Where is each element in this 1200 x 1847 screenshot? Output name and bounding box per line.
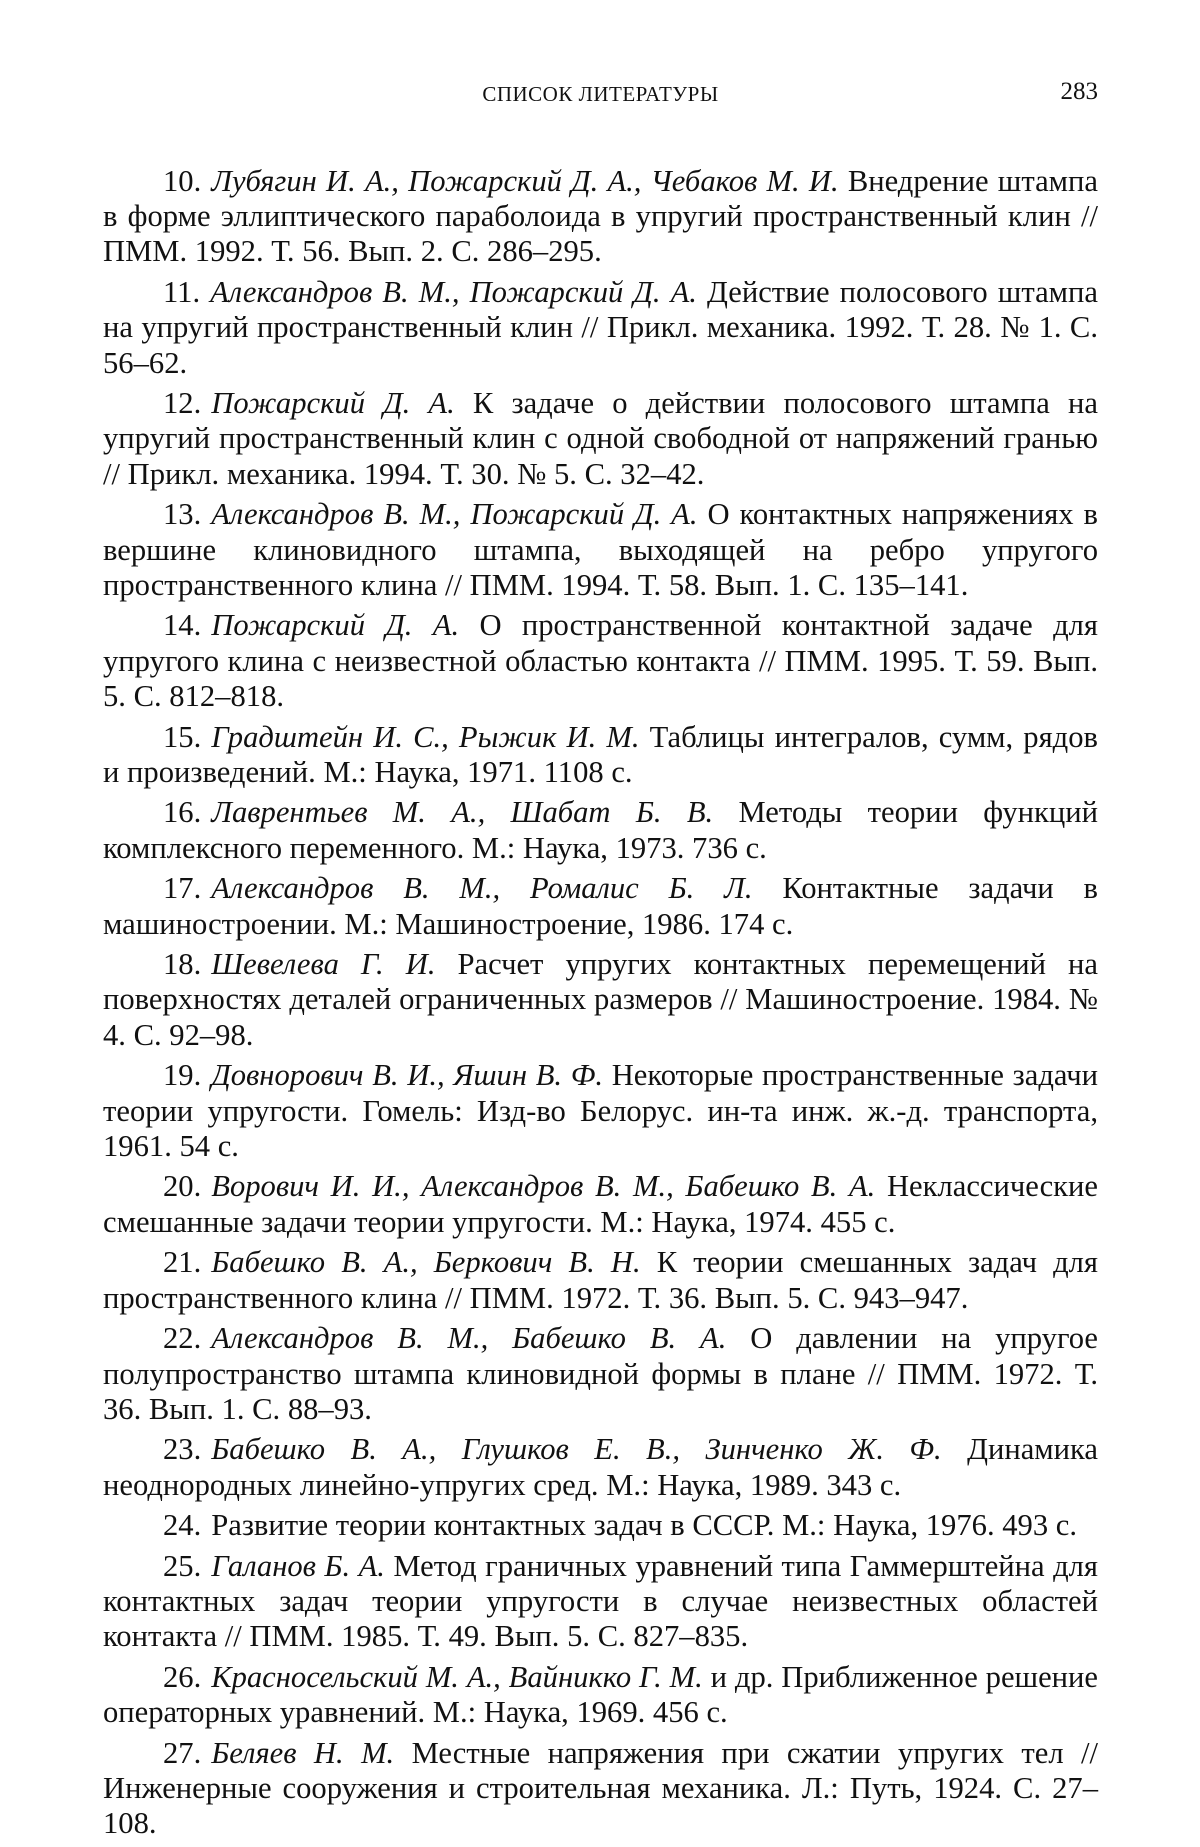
reference-number: 13. [163, 497, 202, 532]
reference-text: К теории смешанных задач для пространственного клина // ПММ. 1972. Т. 36. Вып. 5. С. 943–947. [103, 1245, 1098, 1315]
reference-number: 19. [163, 1058, 202, 1093]
reference-number: 10. [163, 164, 202, 198]
reference-number: 25. [163, 1549, 202, 1584]
reference-text: Динамика неоднородных линейно-упругих сред. М.: Наука, 1989. 343 с. [103, 1432, 1098, 1502]
reference-authors: Ворович И. И., Александров В. М., Бабешко В. А. [211, 1169, 876, 1204]
reference-number: 27. [163, 1736, 202, 1771]
reference-number: 14. [163, 608, 202, 643]
reference-number: 11. [163, 275, 201, 310]
reference-authors: Лаврентьев М. А., Шабат Б. В. [211, 795, 714, 830]
reference-authors: Беляев Н. М. [211, 1736, 395, 1771]
reference-authors: Лубягин И. А., Пожарский Д. А., Чебаков М. И. [211, 164, 839, 198]
reference-number: 26. [163, 1660, 202, 1695]
reference-number: 22. [163, 1321, 202, 1356]
reference-item [103, 497, 1098, 603]
reference-item [103, 720, 1098, 790]
reference-number: 17. [163, 871, 202, 906]
reference-text: Развитие теории контактных задач в СССР. М.: Наука, 1976. 493 с. [211, 1508, 1078, 1543]
reference-item [103, 1549, 1098, 1655]
reference-text: Действие полосового штампа на упругий пространственный клин // Прикл. механика. 1992. Т. 28. № 1. С. 56–62. [103, 275, 1098, 380]
reference-authors: Александров В. М., Пожарский Д. А. [210, 275, 697, 310]
reference-number: 21. [163, 1245, 202, 1280]
reference-item [103, 1736, 1098, 1842]
reference-text: Внедрение штампа в форме эллиптического параболоида в упругий пространственный клин // ПММ. 1992. Т. 56. Вып. 2. С. 286–295. [103, 164, 1098, 269]
reference-authors: Александров В. М., Бабешко В. А. [211, 1321, 727, 1356]
reference-item [103, 1321, 1098, 1427]
reference-text: Расчет упругих контактных перемещений на поверхностях деталей ограниченных размеров // Машиностроение. 1984. № 4. С. 92–98. [103, 947, 1098, 1052]
reference-number: 15. [163, 719, 202, 754]
reference-item [103, 947, 1098, 1053]
reference-authors: Пожарский Д. А. [211, 386, 455, 421]
reference-number: 16. [163, 795, 202, 830]
reference-text: К задаче о действии полосового штампа на упругий пространственный клин с одной свободной от напряжений гранью // Прикл. механика. 1994. Т. 30. № 5. С. 32–42. [103, 386, 1098, 491]
book-page [103, 78, 1098, 1847]
reference-item [103, 608, 1098, 714]
reference-authors: Александров В. М., Ромалис Б. Л. [211, 871, 753, 906]
reference-number: 18. [163, 947, 202, 982]
reference-item [103, 1058, 1098, 1164]
reference-number: 12. [163, 386, 202, 421]
reference-authors: Шевелева Г. И. [211, 947, 436, 982]
page-number: 283 [1060, 78, 1098, 105]
reference-item [103, 1169, 1098, 1239]
reference-authors: Бабешко В. А., Глушков Е. В., Зинченко Ж. Ф. [211, 1432, 942, 1467]
reference-number: 23. [163, 1432, 202, 1467]
reference-number: 24. [163, 1508, 202, 1543]
reference-item [103, 164, 1098, 270]
reference-text: О контактных напряжениях в вершине клиновидного штампа, выходящей на ребро упругого пространственного клина // ПММ. 1994. Т. 58. Вып. 1. С. 135–141. [103, 497, 1098, 602]
reference-text: Методы теории функций комплексного переменного. М.: Наука, 1973. 736 с. [103, 795, 1098, 865]
reference-authors: Градштейн И. С., Рыжик И. М. [211, 719, 640, 754]
reference-item [103, 1660, 1098, 1730]
reference-item [103, 795, 1098, 865]
reference-item [103, 1508, 1098, 1543]
reference-number: 20. [163, 1169, 202, 1204]
reference-text: Контактные задачи в машиностроении. М.: Машиностроение, 1986. 174 с. [103, 871, 1098, 941]
reference-text: Местные напряжения при сжатии упругих тел // Инженерные сооружения и строительная механика. Л.: Путь, 1924. С. 27–108. [103, 1736, 1098, 1841]
reference-authors: Красносельский М. А., Вайникко Г. М. [211, 1660, 703, 1695]
reference-authors: Довнорович В. И., Яшин В. Ф. [211, 1058, 604, 1093]
running-head [103, 78, 1098, 122]
reference-text: Таблицы интегралов, сумм, рядов и произведений. М.: Наука, 1971. 1108 с. [103, 719, 1098, 789]
reference-item [103, 871, 1098, 941]
reference-text: и др. Приближенное решение операторных уравнений. М.: Наука, 1969. 456 с. [103, 1660, 1098, 1730]
reference-text: О пространственной контактной задаче для упругого клина с неизвестной областью контакта // ПММ. 1995. Т. 59. Вып. 5. С. 812–818. [103, 608, 1098, 713]
reference-authors: Александров В. М., Пожарский Д. А. [211, 497, 698, 532]
running-title: СПИСОК ЛИТЕРАТУРЫ [482, 82, 719, 106]
reference-authors: Галанов Б. А. [211, 1549, 385, 1584]
reference-text: Неклассические смешанные задачи теории упругости. М.: Наука, 1974. 455 с. [103, 1169, 1098, 1239]
reference-item [103, 1245, 1098, 1315]
reference-authors: Пожарский Д. А. [211, 608, 460, 643]
reference-item [103, 275, 1098, 381]
reference-item [103, 1432, 1098, 1502]
reference-text: О давлении на упругое полупространство штампа клиновидной формы в плане // ПММ. 1972. Т. 36. Вып. 1. С. 88–93. [103, 1321, 1098, 1426]
reference-authors: Бабешко В. А., Беркович В. Н. [211, 1245, 641, 1280]
reference-text: Некоторые пространственные задачи теории упругости. Гомель: Изд-во Белорус. ин-та инж. ж.-д. транспорта, 1961. 54 с. [103, 1058, 1098, 1163]
reference-item [103, 386, 1098, 492]
reference-text: Метод граничных уравнений типа Гаммерштейна для контактных задач теории упругости в случае неизвестных областей контакта // ПММ. 1985. Т. 49. Вып. 5. С. 827–835. [103, 1549, 1098, 1654]
reference-list [103, 164, 1098, 1842]
